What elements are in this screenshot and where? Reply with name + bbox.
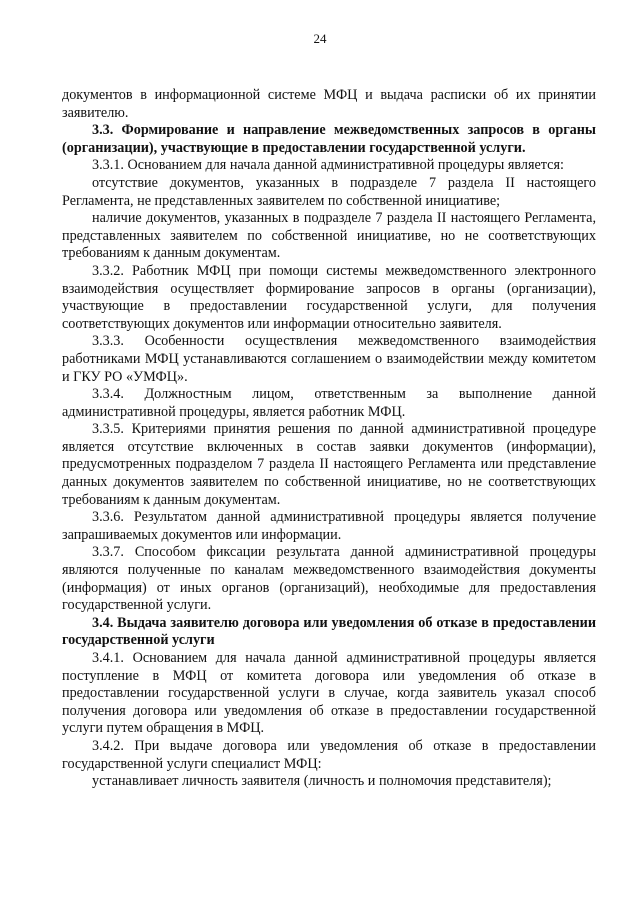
paragraph-3-4-1: 3.4.1. Основанием для начала данной административной процедуры является поступление в МФЦ от комитета договора или уведомления об отказе в предоставлении государственной услуги в случае, когда заявитель указал способ получения договора или уведомления об отказе в предоставлении государственной услуги путем обращения в МФЦ.	[62, 650, 596, 737]
page-number: 24	[313, 31, 327, 46]
paragraph-3-3-2: 3.3.2. Работник МФЦ при помощи системы межведомственного электронного взаимодействия осуществляет формирование запросов в органы (организации), участвующие в предоставлении государственной услуги, для получения соответствующих документов или информации относительно заявителя.	[62, 262, 596, 332]
paragraph-3-4-2-item-identity: устанавливает личность заявителя (личность и полномочия представителя);	[92, 773, 552, 790]
paragraph-3-3-3: 3.3.3. Особенности осуществления межведомственного взаимодействия работниками МФЦ устанавливаются соглашением о взаимодействии между комитетом и ГКУ РО «УМФЦ».	[62, 333, 596, 385]
paragraph-3-3-5: 3.3.5. Критериями принятия решения по данной административной процедуре является отсутствие включенных в состав заявки документов (информации), предусмотренных подразделом 7 раздела II настоящего Регламента или представление данных документов заявителем по собственной инициативе, но не соответствующих требованиям к данным документам.	[62, 421, 596, 508]
paragraph-3-4-2: 3.4.2. При выдаче договора или уведомления об отказе в предоставлении государственной услуги специалист МФЦ:	[62, 737, 596, 772]
paragraph-3-3-1: 3.3.1. Основанием для начала данной административной процедуры является:	[92, 157, 564, 174]
paragraph-continuation: документов в информационной системе МФЦ и выдача расписки об их принятии заявителю.	[62, 87, 596, 121]
paragraph-3-3-6: 3.3.6. Результатом данной административной процедуры является получение запрашиваемых документов или информации.	[62, 509, 596, 543]
section-heading-3-4: 3.4. Выдача заявителю договора или уведомления об отказе в предоставлении государственной услуги	[62, 614, 596, 649]
paragraph-3-3-4: 3.3.4. Должностным лицом, ответственным за выполнение данной административной процедуры, является работник МФЦ.	[62, 386, 596, 420]
document-body	[62, 87, 596, 791]
paragraph-3-3-1-item-absence: отсутствие документов, указанных в подразделе 7 раздела II настоящего Регламента, не представленных заявителем по собственной инициативе;	[62, 174, 596, 209]
section-heading-3-3: 3.3. Формирование и направление межведомственных запросов в органы (организации), участвующие в предоставлении государственной услуги.	[62, 122, 596, 156]
paragraph-3-3-7: 3.3.7. Способом фиксации результата данной административной процедуры являются полученные по каналам межведомственного взаимодействия документы (информация) от иных органов (организаций), необходимые для предоставления государственной услуги.	[62, 544, 596, 614]
paragraph-3-3-1-item-presence: наличие документов, указанных в подразделе 7 раздела II настоящего Регламента, представленных заявителем по собственной инициативе, но не соответствующих требованиям к данным документам.	[62, 210, 596, 262]
